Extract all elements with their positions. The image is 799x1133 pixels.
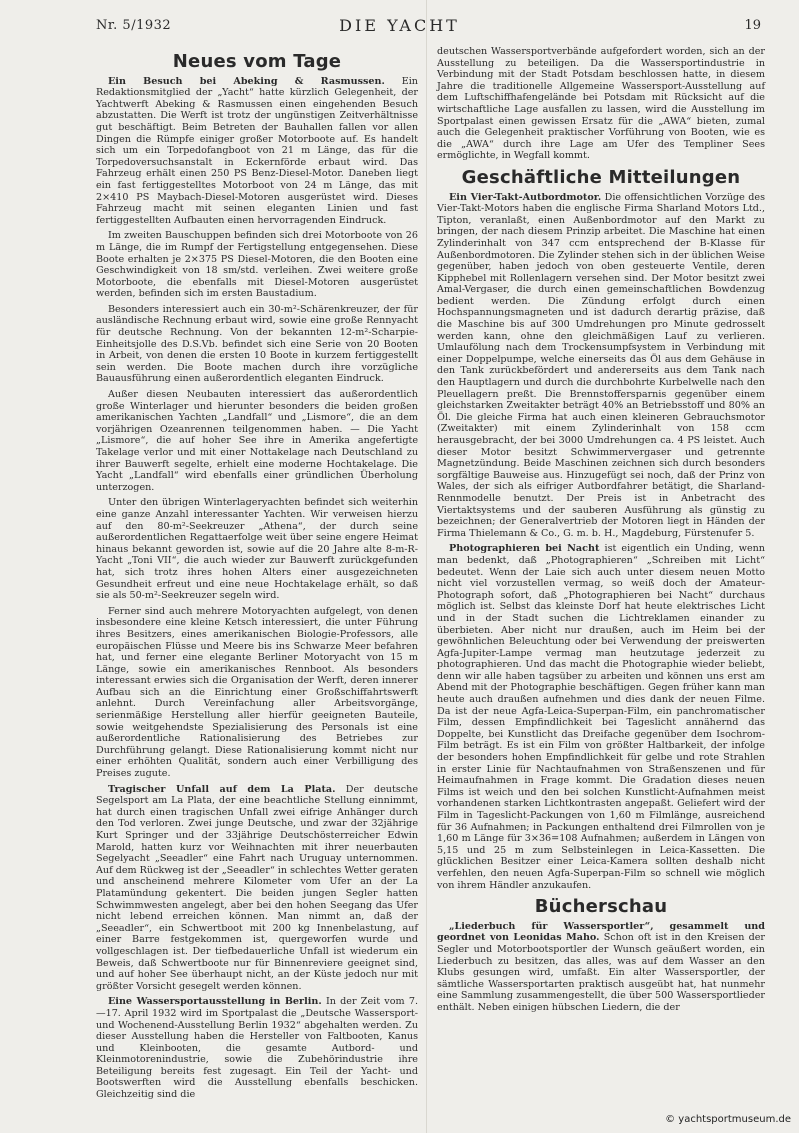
left-column: [96, 46, 418, 1105]
article-lead: Photographieren bei Nacht: [449, 543, 600, 555]
article-paragraph: [96, 76, 418, 227]
issue-number: Nr. 5/1932: [96, 18, 172, 33]
article-paragraph: [437, 543, 765, 891]
article-paragraph: [96, 389, 418, 493]
page-fold: [426, 0, 427, 1133]
article-lead: Eine Wassersportausstellung in Berlin.: [108, 996, 322, 1008]
article-text: In der Zeit vom 7.—17. April 1932 wird im Sportpalast die „Deutsche Wassersport- und Wochenend-Ausstellung Berlin 1932“ abgehalten werden. Zu dieser Ausstellung haben die Hersteller von Faltbooten, Kanus und Kleinbooten, die gesamte Autbord- und Kleinmotorenindustrie, sowie die Zubehörindustrie ihre Beteiligung bereits fest zugesagt. Ein Teil der Yacht- und Bootswerften wird die Ausstellung ebenfalls beschicken. Gleichzeitig sind die: [96, 996, 418, 1101]
article-text: Unter den übrigen Winterlageryachten befindet sich weiterhin eine ganze Anzahl interessanter Yachten. Wir verweisen hierzu auf den 80-m²-Seekreuzer „Athena“, der durch seine außerordentlichen Regattaerfolge weit über seine engere Heimat hinaus bekannt geworden ist, sowie auf die 20 Jahre alte 8-m-R-Yacht „Toni VII“, die auch wieder zur Bauwerft zurückgefunden hat, sich trotz ihres hohen Alters einer ausgezeichneten Gesundheit erfreut und eine neue Hochtakelage erhält, so daß sie als 50-m²-Seekreuzer segeln wird.: [96, 497, 418, 602]
section-heading-business: Geschäftliche Mitteilungen: [461, 166, 741, 188]
article-text: Besonders interessiert auch ein 30-m²-Schärenkreuzer, der für ausländische Rechnung erbaut wird, sowie eine große Rennyacht für deutsche Rechnung. Von der bekannten 12-m²-Scharpie-Einheitsjolle des D.S.Vb. befindet sich eine Serie von 20 Booten in Arbeit, von denen die ersten 10 Boote in kurzem fertiggestellt sein werden. Die Boote machen durch ihre vorzügliche Bauausführung einen außerordentlich eleganten Eindruck.: [96, 303, 418, 385]
article-text: Im zweiten Bauschuppen befinden sich drei Motorboote von 26 m Länge, die im Rumpf der Fertigstellung entgegensehen. Diese Boote erhalten je 2×375 PS Diesel-Motoren, die den Booten eine Geschwindigkeit von 18 sm/std. verleihen. Zwei weitere große Motorboote, die ebenfalls mit Diesel-Motoren ausgerüstet werden, befinden sich im ersten Baustadium.: [96, 230, 418, 300]
article-paragraph: [96, 606, 418, 780]
article-lead: Tragischer Unfall auf dem La Plata.: [108, 783, 336, 795]
article-text: Der deutsche Segelsport am La Plata, der eine beachtliche Stellung einnimmt, hat durch einen tragischen Unfall zwei eifrige Anhänger durch den Tod verloren. Zwei junge Deutsche, und zwar der 32jährige Kurt Springer und der 33jährige Deutschösterreicher Edwin Marold, hatten kurz vor Weihnachten mit ihrer neuerbauten Segelyacht „Seeadler“ eine Fahrt nach Uruguay unternommen. Auf dem Rückweg ist der „Seeadler“ in schlechtes Wetter geraten und anscheinend mehrere Kilometer vom Ufer an der La Platamündung gekentert. Die beiden jungen Segler hatten Schwimmwesten angelegt, aber bei den hohen Seegang das Ufer nicht lebend erreichen können. Man nimmt an, daß der „Seeadler“, ein Schwertboot mit 200 kg Innenbelastung, auf einer Barre festgekommen ist, quergeworfen wurde und vollgeschlagen ist. Der tiefbedauerliche Unfall ist wiederum ein Beweis, daß Schwertboote nur für Binnenreviere geeignet sind, und auf hoher See überhaupt nicht, an der Küste jedoch nur mit größter Vorsicht gesegelt werden können.: [96, 783, 418, 992]
article-text: Außer diesen Neubauten interessiert das außerordentlich große Winterlager und hierunter besonders die beiden großen amerikanischen Yachten „Landfall“ und „Lismore“, die an dem vorjährigen Ozeanrennen teilgenommen haben. — Die Yacht „Lismore“, die auf hoher See ihre in Amerika angefertigte Takelage verlor und mit einer Nottakelage nach Deutschland zu ihrer Bauwerft segelte, erhielt eine moderne Hochtakelage. Die Yacht „Landfall“ wird ebenfalls einer gründlichen Überholung unterzogen.: [96, 389, 418, 493]
article-text: Die offensichtlichen Vorzüge des Vier-Takt-Motors haben die englische Firma Sharland Motors Ltd., Tipton, veranlaßt, einen Außenbordmotor auf den Markt zu bringen, der nach diesem Prinzip arbeitet. Die Maschine hat einen Zylinderinhalt von 347 ccm entsprechend der B-Klasse für Außenbordmotoren. Die Zylinder stehen sich in der üblichen Weise gegenüber, haben jedoch von oben gesteuerte Ventile, deren Kipphebel mit Rollenlagern versehen sind. Der Motor besitzt zwei Amal-Vergaser, die durch einen gemeinschaftlichen Bowdenzug bedient werden. Die Zündung erfolgt durch einen Hochspannungsmagneten und ist dadurch derartig präzise, daß die Maschine bis auf 300 Umdrehungen pro Minute gedrosselt werden kann, ohne den gleichmäßigen Lauf zu verlieren. Umlaufölung nach dem Trockensumpfsystem in Verbindung mit einer Doppelpumpe, welche einerseits das Öl aus dem Gehäuse in den Tank zurückbefördert und andererseits aus dem Tank nach den Hauptlagern und durch die durchbohrte Kurbelwelle nach den Pleuellagern preßt. Die Brennstoffersparnis gegenüber einem gleichstarken Zweitakter beträgt 40% an Betriebsstoff und 80% an Öl. Die gleiche Firma hat auch einen kleineren Gebrauchsmotor (Zweitakter) mit einem Zylinderinhalt von 158 ccm herausgebracht, der bei 3000 Umdrehungen ca. 4 PS leistet. Auch dieser Motor besitzt Schwimmervergaser und getrennte Magnetzündung. Beide Maschinen zeichnen sich durch besonders sorgfältige Bauweise aus. Hinzugefügt sei noch, daß der Prinz von Wales, der sich als eifriger Autbordfahrer betätigt, die Sharland-Rennmodelle benutzt. Der Preis ist in Anbetracht des Viertaktsystems und der sauberen Ausführung als günstig zu bezeichnen; der Generalvertrieb der Motoren liegt in Händen der Firma Thielemann & Co., G. m. b. H., Magdeburg, Fürstenufer 5.: [437, 191, 765, 539]
article-lead: „Liederbuch für Wassersportler“, gesammelt und geordnet von Leonidas Maho.: [437, 920, 765, 944]
continued-paragraph: deutschen Wassersportverbände aufgefordert worden, sich an der Ausstellung zu beteiligen. Da die Wassersportindustrie in Verbindung mit der Stadt Potsdam beschlossen hatte, in diesem Jahre die traditionelle Allgemeine Wassersport-Ausstellung auf dem Luftschiffhafengelände bei Potsdam mit Rücksicht auf die wirtschaftliche Lage ausfallen zu lassen, wird die Ausstellung im Sportpalast einen gewissen Ersatz für die „AWA“ bieten, zumal auch die Gelegenheit praktischer Vorführung von Booten, wie es die „AWA“ durch ihre Lage am Ufer des Templiner Sees ermöglichte, in Wegfall kommt.: [437, 46, 765, 162]
article-text: Ein Redaktionsmitglied der „Yacht“ hatte kürzlich Gelegenheit, der Yachtwerft Abeking & Rasmussen einen eingehenden Besuch abzustatten. Die Werft ist trotz der ungünstigen Zeitverhältnisse gut beschäftigt. Beim Betreten der Bauhallen fallen vor allen Dingen die Rümpfe einiger großer Motorboote auf. Es handelt sich um ein Torpedofangboot von 21 m Länge, das für die Torpedoversuchsanstalt in Eckernförde erbaut wird. Das Fahrzeug erhält einen 250 PS Benz-Diesel-Motor. Daneben liegt ein fast fertiggestelltes Motorboot von 24 m Länge, das mit 2×410 PS Maybach-Diesel-Motoren ausgerüstet wird. Dieses Fahrzeug macht mit seinen eleganten Linien und fast fertiggestellten Aufbauten einen hervorragenden Eindruck.: [96, 75, 418, 226]
article-paragraph: [437, 192, 765, 540]
magazine-title: DIE YACHT: [339, 16, 460, 35]
article-text: Schon oft ist in den Kreisen der Segler und Motorbootsportler der Wunsch geäußert worden, ein Liederbuch zu besitzen, das alles, was auf dem Wasser an den Klubs gesungen wird, umfaßt. Ein alter Wassersportler, der sämtliche Wassersportarten praktisch ausgeübt hat, hat nunmehr eine Sammlung zusammengestellt, die über 500 Wassersportlieder enthält. Neben einigen hübschen Liedern, die der: [437, 932, 765, 1013]
article-paragraph: [96, 497, 418, 601]
article-paragraph: [96, 304, 418, 385]
article-lead: Ein Besuch bei Abeking & Rasmussen.: [108, 75, 385, 87]
article-paragraph: [437, 921, 765, 1014]
section-heading-books: Bücherschau: [534, 896, 668, 918]
source-credit: © yachtsportmuseum.de: [665, 1114, 791, 1125]
section-heading-news: Neues vom Tage: [172, 51, 342, 72]
article-text: Ferner sind auch mehrere Motoryachten aufgelegt, von denen insbesondere eine kleine Ketsch interessiert, die unter Führung ihres Besitzers, eines amerikanischen Biologie-Professors, alle europäischen Flüsse und Meere bis ins Schwarze Meer befahren hat, und ferner eine elegante Berliner Motoryacht von 15 m Länge, sowie ein amerikanisches Rennboot. Als besonders interessant erwies sich die Organisation der Werft, deren innerer Aufbau sich an die Einrichtung einer Großschiffahrtswerft anlehnt. Durch Vereinfachung aller Arbeitsvorgänge, serienmäßige Herstellung aller hierfür geeigneten Bauteile, sowie weitgehendste Spezialisierung des Personals ist eine außerordentliche Rationalisierung des Betriebes zur Durchführung gelangt. Diese Rationalisierung kommt nicht nur einer erhöhten Qualität, sondern auch einer Verbilligung des Preises zugute.: [96, 605, 418, 780]
article-paragraph: [96, 996, 418, 1100]
article-lead: Ein Vier-Takt-Autbordmotor.: [449, 191, 602, 203]
article-text: ist eigentlich ein Unding, wenn man bedenkt, daß „Photographieren“ „Schreiben mit Licht“ bedeutet. Wenn der Laie sich auch unter diesem neuen Motto nicht viel vorzustellen vermag, so weiß doch der Amateur-Photograph sofort, daß „Photographieren bei Nacht“ durchaus möglich ist. Selbst das kleinste Dorf hat heute elektrisches Licht und in der Stadt suchen die Lichtreklamen einander zu überbieten. Aber nicht nur draußen, auch im Heim bei der gewöhnlichen Beleuchtung oder bei Verwendung der preiswerten Agfa-Jupiter-Lampe vermag man heutzutage jederzeit zu photographieren. Und das macht die Photographie wieder beliebt, denn wir alle haben tagsüber zu arbeiten und können uns erst am Abend mit der Photographie beschäftigen. Gegen früher kann man heute auch draußen aufnehmen und dies dank der neuen Filme. Da ist der neue Agfa-Leica-Superpan-Film, ein panchromatischer Film, dessen Empfindlichkeit bei Tageslicht annähernd das Doppelte, bei Kunstlicht das Dreifache gegenüber dem Isochrom-Film beträgt. Es ist ein Film von größter Haltbarkeit, der infolge der besonders hohen Empfindlichkeit für gelbe und rote Strahlen in erster Linie für Nachtaufnahmen von Straßenszenen und für Heimaufnahmen in Frage kommt. Die Gradation dieses neuen Films ist weich und den bei solchen Kunstlicht-Aufnahmen meist vorhandenen starken Lichtkontrasten angepaßt. Geliefert wird der Film in Tageslicht-Packungen von 1,60 m Filmlänge, ausreichend für 36 Aufnahmen; in Packungen enthaltend drei Filmrollen von je 1,60 m Länge für 3×36=108 Aufnahmen; außerdem in Längen von 5,15 und 25 m zum Selbsteinlegen in Leica-Kassetten. Die glücklichen Besitzer einer Leica-Kamera sollten deshalb nicht verfehlen, den neuen Agfa-Superpan-Film so schnell wie möglich von ihrem Händler anzukaufen.: [437, 543, 765, 891]
article-paragraph: [96, 784, 418, 993]
page-number: 19: [744, 18, 761, 33]
article-paragraph: [96, 230, 418, 300]
right-column: [437, 46, 765, 1018]
